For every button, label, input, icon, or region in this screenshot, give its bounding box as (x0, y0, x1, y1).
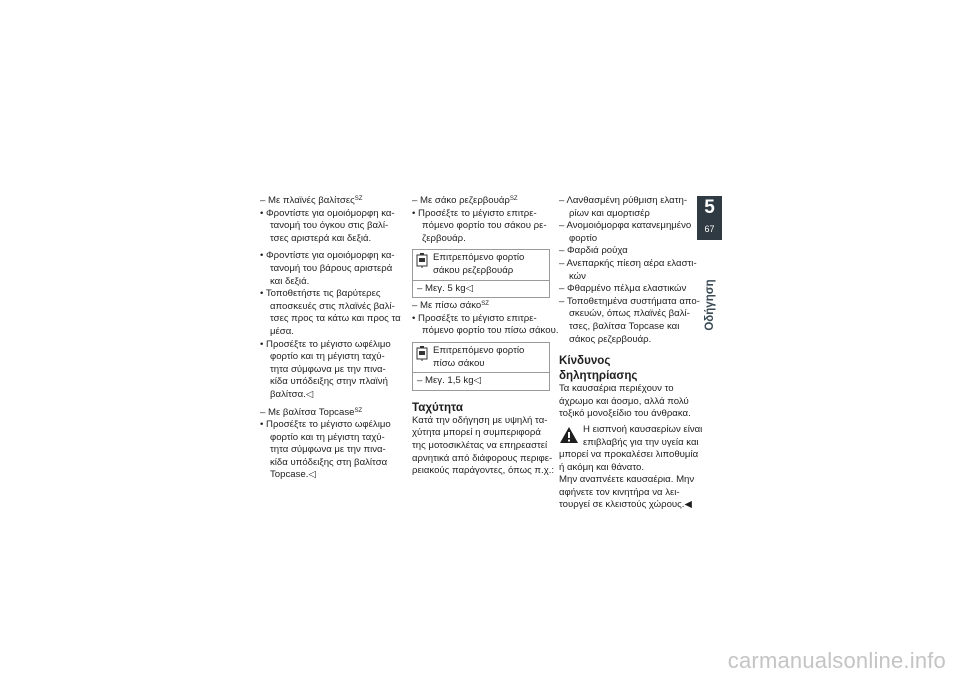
text-line: ρίων και αμορτισέρ (569, 207, 650, 219)
luggage-weight-icon (416, 252, 429, 277)
text-line: – Ανεπαρκής πίεση αέρα ελαστι- (559, 257, 697, 269)
text-line: χύτητα μπορεί η συμπεριφορά (412, 427, 541, 439)
text-line: τανομή του βάρους αριστερά (270, 262, 393, 274)
text-line: και δεξιά. (270, 275, 310, 287)
chapter-number: 5 (704, 197, 715, 218)
text-line: βαλίτσα.◁ (270, 388, 314, 400)
text-line: • Προσέξτε το μέγιστο ωφέλιμο (260, 338, 391, 350)
text-line: τητα σύμφωνα με την πινα- (270, 363, 386, 375)
box-label: σάκου ρεζερβουάρ (433, 264, 514, 276)
text-line: αφήνετε τον κινητήρα να λει- (559, 486, 680, 498)
text-line: πόμενο φορτίο του πίσω σάκου. (422, 325, 559, 337)
text-line: κίδα υπόδειξης στη βαλίτσα (270, 456, 388, 468)
box-label: Επιτρεπόμενο φορτίο (433, 344, 525, 356)
page-number: 67 (704, 224, 715, 234)
column-3 (559, 195, 703, 512)
chapter-title-text: Οδήγηση (704, 279, 716, 331)
text-line: • Φροντίστε για ομοιόμορφη κα- (260, 250, 395, 262)
warning-block (559, 423, 703, 449)
text-line: ρειακούς παράγοντες, όπως π.χ.: (412, 465, 555, 477)
text-line: τσες αριστερά και δεξιά. (270, 232, 372, 244)
section-heading: Κίνδυνος δηλητηρίασης (559, 354, 638, 383)
text-line: αποσκευές στις πλαϊνές βαλί- (270, 300, 395, 312)
text-line: μπορεί να προκαλέσει λιποθυμία (559, 449, 699, 461)
text-line: – Φαρδιά ρούχα (559, 245, 628, 257)
text-line: – Με πλαϊνές βαλίτσες$^{SZ}$ (260, 195, 363, 206)
column-2 (412, 195, 559, 478)
text-line: • Προσέξτε το μέγιστο ωφέλιμο (260, 419, 391, 431)
text-line: επιβλαβής για την υγεία και (583, 436, 699, 448)
text-line: άχρωμο και άοσμο, αλλά πολύ (559, 395, 689, 407)
text-line: της μοτοσικλέτας να επηρεαστεί (412, 439, 548, 451)
text-line: τσες προς τα κάτω και προς τα (270, 313, 401, 325)
text-line: πόμενο φορτίο του σάκου ρε- (422, 220, 547, 232)
text-line: σάκος ρεζερβουάρ. (569, 333, 652, 345)
text-line: τανομή του όγκου στις βαλί- (270, 220, 389, 232)
chapter-tab (697, 196, 722, 240)
text-line: ή ακόμη και θάνατο. (559, 461, 644, 473)
warning-triangle-icon (559, 424, 579, 449)
text-line: τουργεί σε κλειστούς χώρους.◀ (559, 499, 692, 511)
text-line: τσες, βαλίτσα Topcase και (569, 320, 680, 332)
text-line: τητα σύμφωνα με την πινα- (270, 444, 386, 456)
text-line: τοξικό μονοξείδιο του άνθρακα. (559, 408, 691, 420)
box-value: – Μεγ. 5 kg◁ (413, 280, 549, 298)
text-line: Η εισπνοή καυσαερίων είναι (583, 423, 703, 435)
watermark: carmanualsonline.info (727, 648, 946, 673)
text-line: κίδα υπόδειξης στην πλαϊνή (270, 376, 388, 388)
box-label: πίσω σάκου (433, 357, 485, 369)
text-line: Topcase.◁ (270, 469, 316, 481)
text-line: – Με βαλίτσα Topcase$^{SZ}$ (260, 406, 363, 418)
text-line: Κατά την οδήγηση με υψηλή τα- (412, 414, 548, 426)
sz-marker: SZ (509, 196, 518, 202)
rear-bag-load-box (412, 342, 550, 391)
text-line: αρνητικά από διάφορους περιφε- (412, 452, 553, 464)
section-heading: Ταχύτητα (412, 400, 464, 414)
text-line: • Προσέξτε το μέγιστο επιτρε- (412, 312, 537, 324)
column-1 (260, 195, 401, 482)
luggage-weight-icon (416, 345, 429, 370)
text-line: • Φροντίστε για ομοιόμορφη κα- (260, 207, 395, 219)
box-value: – Μεγ. 1,5 kg◁ (413, 372, 549, 390)
text-line: φορτίο και τη μέγιστη ταχύ- (270, 431, 385, 443)
text-line: Τα καυσαέρια περιέχουν το (559, 383, 674, 395)
sz-marker: SZ (481, 301, 489, 308)
text-line: • Προσέξτε το μέγιστο επιτρε- (412, 207, 537, 219)
text-line: – Τοποθετημένα συστήματα απο- (559, 295, 700, 307)
text-line: φορτίο (569, 232, 598, 244)
text-line: σκευών, όπως πλαϊνές βαλί- (569, 308, 690, 320)
text-line: – Με πίσω σάκο$^{SZ}$ (412, 300, 489, 312)
box-label: Επιτρεπόμενο φορτίο (433, 252, 525, 264)
text-line: – Λανθασμένη ρύθμιση ελατη- (559, 195, 688, 206)
text-line: – Φθαρμένο πέλμα ελαστικών (559, 283, 687, 295)
text-line: – Με σάκο ρεζερβουάρ$^{SZ}$ (412, 195, 518, 206)
sz-marker: SZ (354, 407, 363, 414)
text-line: ζερβουάρ. (422, 232, 466, 244)
text-line: φορτίο και τη μέγιστη ταχύ- (270, 351, 385, 363)
sz-marker: SZ (354, 196, 363, 202)
chapter-title (696, 265, 724, 345)
text-line: μέσα. (270, 325, 294, 337)
text-line: Μην αναπνέετε καυσαέρια. Μην (559, 474, 695, 486)
text-line: • Τοποθετήστε τις βαρύτερες (260, 288, 381, 300)
tank-bag-load-box (412, 249, 550, 298)
text-line: – Ανομοιόμορφα κατανεμημένο (559, 220, 692, 232)
text-line: κών (569, 270, 586, 282)
